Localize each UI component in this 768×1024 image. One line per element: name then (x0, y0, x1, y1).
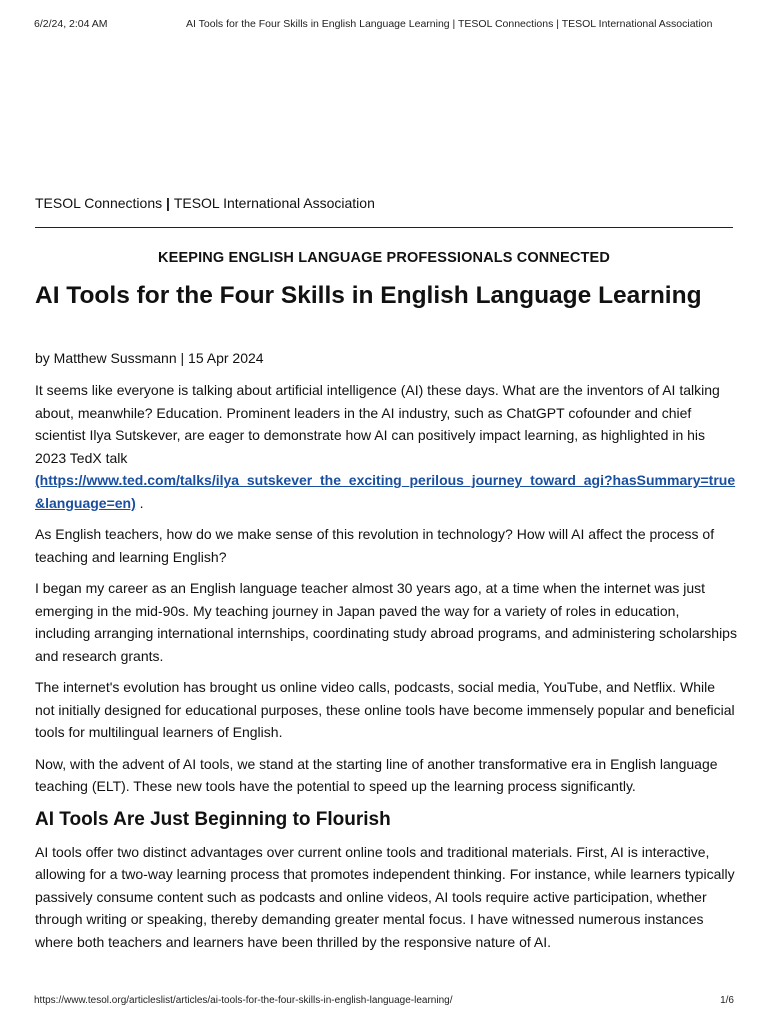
article-paragraph: I began my career as an English language teacher almost 30 years ago, at a time when the internet was just emerging in the mid-90s. My teaching journey in Japan paved the way for a variety of roles in education, including arranging international internships, coordinating study abroad programs, and administering scholarships and research grants. (35, 580, 737, 664)
site-header (35, 195, 375, 211)
article-paragraph (35, 379, 737, 514)
print-document-title: AI Tools for the Four Skills in English Language Learning | TESOL Connections | TESOL International Association (186, 18, 713, 30)
header-divider (35, 227, 733, 228)
article-byline: by Matthew Sussmann | 15 Apr 2024 (35, 350, 264, 366)
print-header (34, 18, 734, 32)
page-number: 1/6 (720, 995, 734, 1006)
ted-talk-link[interactable]: (https://www.ted.com/talks/ilya_sutskever_the_exciting_perilous_journey_toward_agi?hasSummary=true&language=en) (35, 472, 736, 511)
article-paragraph: Now, with the advent of AI tools, we stand at the starting line of another transformative era in English language teaching (ELT). These new tools have the potential to speed up the learning process significantly. (35, 755, 718, 794)
article-paragraph: AI tools offer two distinct advantages over current online tools and traditional materials. First, AI is interactive, allowing for a two-way learning process that promotes independent thinking. For instance, while learners typically passively consume content such as podcasts and online videos, AI tools require active participation, whether through writing or speaking, thereby demanding greater mental focus. I have witnessed numerous instances where both teachers and learners have been thrilled by the responsive nature of AI. (35, 843, 735, 950)
paragraph-text: It seems like everyone is talking about artificial intelligence (AI) these days. What are the inventors of AI talking about, meanwhile? Education. Prominent leaders in the AI industry, such as ChatGPT cofounder and chief scientist Ilya Sutskever, are eager to demonstrate how AI can positively impact learning, as highlighted in his 2023 TedX talk (35, 382, 720, 466)
site-org: TESOL International Association (173, 195, 375, 211)
article-paragraph: The internet's evolution has brought us online video calls, podcasts, social media, YouTube, and Netflix. While not initially designed for educational purposes, these online tools have become immensely popular and beneficial tools for multilingual learners of English. (35, 679, 735, 740)
paragraph-end: . (135, 494, 144, 511)
print-date: 6/2/24, 2:04 AM (34, 18, 108, 30)
article-title: AI Tools for the Four Skills in English Language Learning (35, 282, 702, 309)
site-name-link[interactable]: TESOL Connections (35, 195, 163, 211)
site-tagline: KEEPING ENGLISH LANGUAGE PROFESSIONALS CONNECTED (158, 250, 610, 266)
site-separator: | (162, 195, 174, 211)
print-url: https://www.tesol.org/articleslist/articles/ai-tools-for-the-four-skills-in-english-language-learning/ (34, 995, 453, 1006)
article-paragraph: As English teachers, how do we make sense of this revolution in technology? How will AI affect the process of teaching and learning English? (35, 526, 715, 565)
section-heading: AI Tools Are Just Beginning to Flourish (35, 808, 391, 830)
article-body (35, 379, 737, 962)
